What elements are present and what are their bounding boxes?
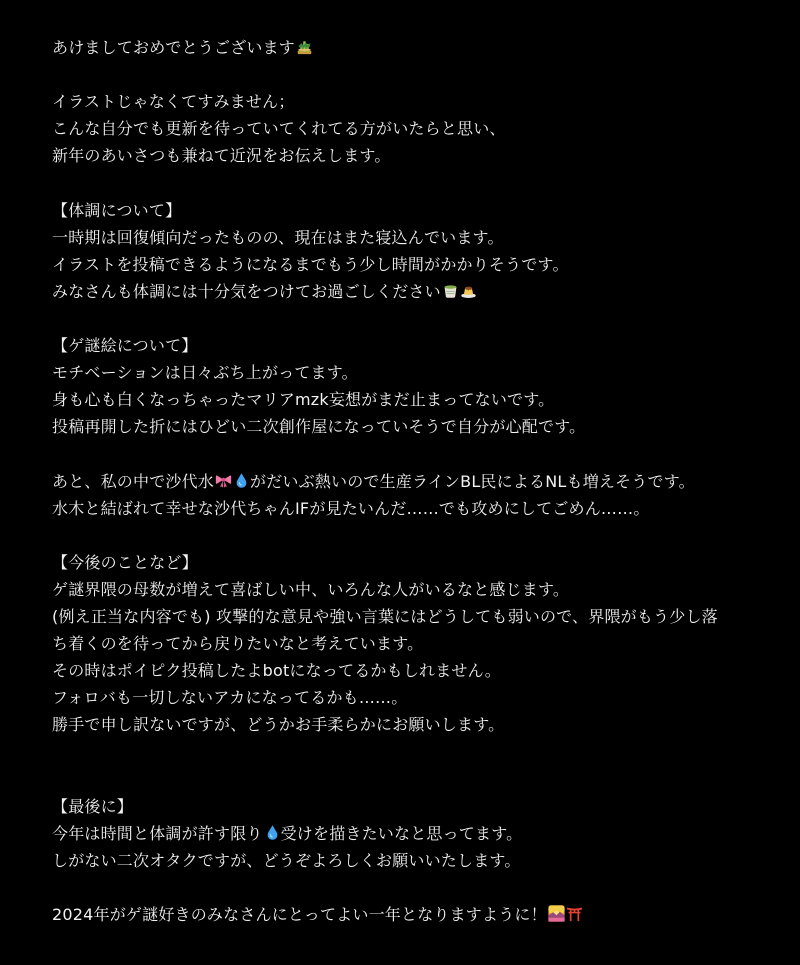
closing-text: 2024年がゲ謎好きのみなさんにとってよい一年となりますように！ <box>52 905 547 924</box>
future-line: ゲ謎界隈の母数が増えて喜ばしい中、いろんな人がいるなと感じます。 <box>52 579 570 599</box>
section-heading-art: 【ゲ謎絵について】 <box>52 336 198 356</box>
health-line-text: みなさんも体調には十分気をつけてお過ごしください <box>52 281 441 301</box>
greeting-text: あけましておめでとうございます <box>52 38 296 57</box>
spacer <box>52 874 772 901</box>
spacer <box>52 169 772 196</box>
art-line: 身も心も白くなっちゃったマリアmzk妄想がまだ止まってないです。 <box>52 390 555 410</box>
future-line: ち着くのを待ってから戻りたいなと考えています。 <box>52 634 424 654</box>
future-line: (例え正当な内容でも) 攻撃的な意見や強い言葉にはどうしても弱いので、界隈がもう少し落 <box>52 606 718 626</box>
art-line: 投稿再開した折にはひどい二次創作屋になっていそうで自分が心配です。 <box>52 417 586 437</box>
art-line <box>52 468 772 495</box>
sunrise-icon <box>548 905 565 922</box>
health-line <box>52 278 772 305</box>
intro-line: こんな自分でも更新を待っていてくれてる方がいたらと思い、 <box>52 119 506 139</box>
spacer <box>52 440 772 467</box>
spacer <box>52 738 772 765</box>
intro-line: 新年のあいさつも兼ねて近況をお伝えします。 <box>52 146 391 166</box>
last-line-text-after: 受けを描きたいなと思ってます。 <box>280 823 523 843</box>
last-line <box>52 820 772 847</box>
future-line: その時はポイピク投稿したよbotになってるかもしれません。 <box>52 661 501 681</box>
pudding-icon <box>460 282 477 299</box>
spacer <box>52 61 772 88</box>
art-line-text-after: がだいぶ熱いので生産ラインBL民によるNLも増えそうです。 <box>250 471 695 491</box>
health-line: 一時期は回復傾向だったものの、現在はまた寝込んでいます。 <box>52 227 504 247</box>
future-line: 勝手で申し訳ないですが、どうかお手柔らかにお願いします。 <box>52 715 505 735</box>
future-line: フォロバも一切しないアカになってるかも……。 <box>52 688 408 708</box>
torii-gate-icon <box>566 905 583 922</box>
art-line: 水木と結ばれて幸せな沙代ちゃんIFが見たいんだ……でも攻めにしてごめん……。 <box>52 498 650 518</box>
post-body <box>52 34 772 928</box>
art-line: モチベーションは日々ぶち上がってます。 <box>52 363 358 383</box>
green-tea-icon <box>442 282 459 299</box>
health-line: イラストを投稿できるようになるまでもう少し時間がかかりそうです。 <box>52 254 569 274</box>
greeting-line <box>52 34 772 61</box>
spacer <box>52 766 772 793</box>
droplet-icon <box>264 824 281 841</box>
last-line-text-before: 今年は時間と体調が許す限り <box>52 823 263 843</box>
art-line-text-before: あと、私の中で沙代水 <box>52 471 215 491</box>
closing-line <box>52 901 772 928</box>
ribbon-icon <box>215 472 232 489</box>
spacer <box>52 305 772 332</box>
section-heading-future: 【今後のことなど】 <box>52 552 198 572</box>
section-heading-health: 【体調について】 <box>52 200 182 220</box>
intro-line: イラストじゃなくてすみません； <box>52 92 295 112</box>
spacer <box>52 522 772 549</box>
droplet-icon <box>233 472 250 489</box>
pine-decoration-icon <box>296 38 313 55</box>
section-heading-last: 【最後に】 <box>52 796 134 816</box>
last-line: しがない二次オタクですが、どうぞよろしくお願いいたします。 <box>52 850 521 870</box>
